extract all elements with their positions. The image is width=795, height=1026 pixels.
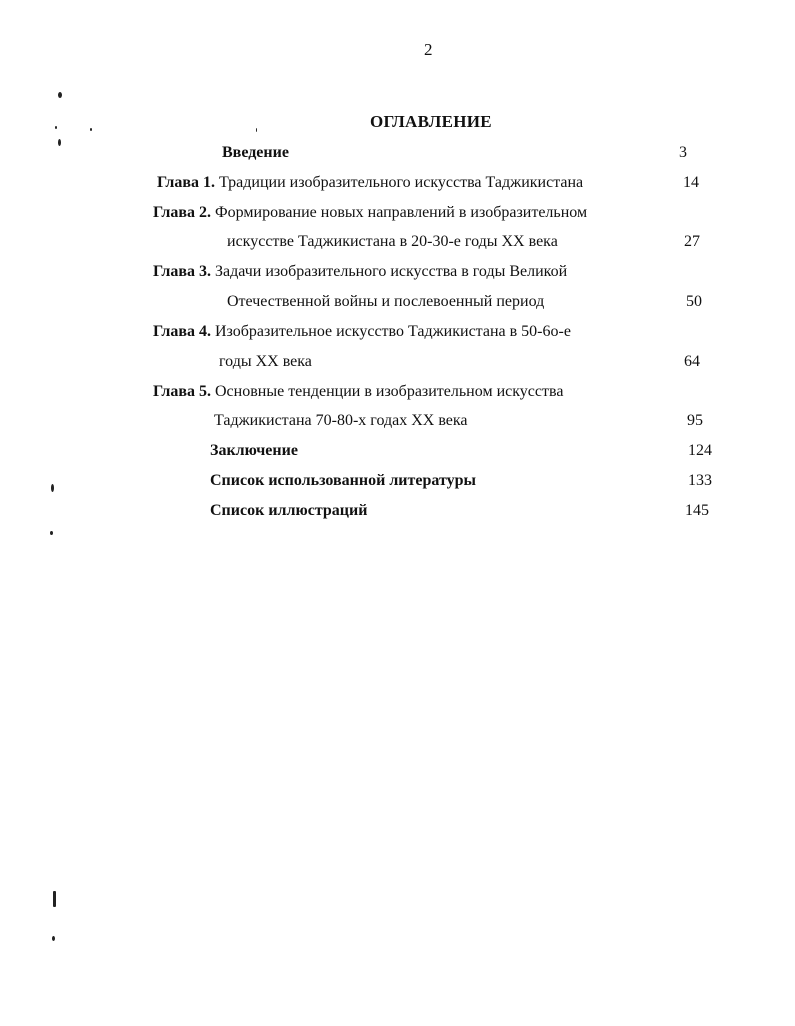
scan-speck bbox=[58, 92, 62, 98]
toc-entry-ch4 bbox=[153, 322, 571, 342]
scan-speck bbox=[256, 128, 257, 132]
scan-speck bbox=[55, 126, 57, 129]
toc-entry-ch5 bbox=[153, 382, 563, 402]
toc-page-ch2: 27 bbox=[684, 233, 700, 250]
toc-page-ch1: 14 bbox=[683, 174, 699, 191]
toc-page-intro: 3 bbox=[679, 144, 687, 161]
toc-chapter-prefix: Глава 1. bbox=[157, 174, 215, 191]
scan-speck bbox=[52, 936, 55, 941]
toc-chapter-prefix: Глава 2. bbox=[153, 204, 211, 221]
toc-entry-illustrations: Список иллюстраций bbox=[210, 502, 368, 519]
toc-entry-references: Список использованной литературы bbox=[210, 472, 476, 489]
toc-page-conclusion: 124 bbox=[688, 442, 712, 459]
toc-page-illustrations: 145 bbox=[685, 502, 709, 519]
toc-entry-ch2-cont: искусстве Таджикистана в 20-30-е годы XX века bbox=[227, 233, 558, 250]
toc-entry-ch4-cont: годы XX века bbox=[219, 353, 312, 370]
toc-chapter-title: Изобразительное искусство Таджикистана в 50-6о-е bbox=[215, 323, 571, 340]
toc-page-ch3: 50 bbox=[686, 293, 702, 310]
toc-chapter-prefix: Глава 3. bbox=[153, 263, 211, 280]
toc-chapter-title: Традиции изобразительного искусства Таджикистана bbox=[219, 174, 584, 191]
page-number: 2 bbox=[424, 40, 433, 59]
scan-speck bbox=[53, 891, 56, 907]
scan-speck bbox=[50, 531, 53, 535]
toc-page-references: 133 bbox=[688, 472, 712, 489]
scan-speck bbox=[90, 128, 92, 131]
toc-entry-ch5-cont: Таджикистана 70-80-х годах XX века bbox=[214, 412, 468, 429]
page-title: ОГЛАВЛЕНИЕ bbox=[370, 112, 492, 131]
scan-speck bbox=[51, 484, 54, 492]
toc-chapter-title: Формирование новых направлений в изобразительном bbox=[215, 204, 588, 221]
toc-chapter-title: Задачи изобразительного искусства в годы Великой bbox=[215, 263, 568, 280]
toc-entry-ch2 bbox=[153, 203, 587, 223]
toc-entry-intro: Введение bbox=[222, 144, 289, 161]
toc-page-ch4: 64 bbox=[684, 353, 700, 370]
toc-chapter-title: Основные тенденции в изобразительном искусства bbox=[215, 383, 564, 400]
toc-page-ch5: 95 bbox=[687, 412, 703, 429]
toc-entry-ch1 bbox=[157, 173, 583, 193]
scan-speck bbox=[58, 139, 61, 146]
toc-entry-ch3 bbox=[153, 262, 567, 282]
toc-entry-ch3-cont: Отечественной войны и послевоенный период bbox=[227, 293, 545, 310]
toc-chapter-prefix: Глава 4. bbox=[153, 323, 211, 340]
toc-entry-conclusion: Заключение bbox=[210, 442, 298, 459]
toc-chapter-prefix: Глава 5. bbox=[153, 383, 211, 400]
